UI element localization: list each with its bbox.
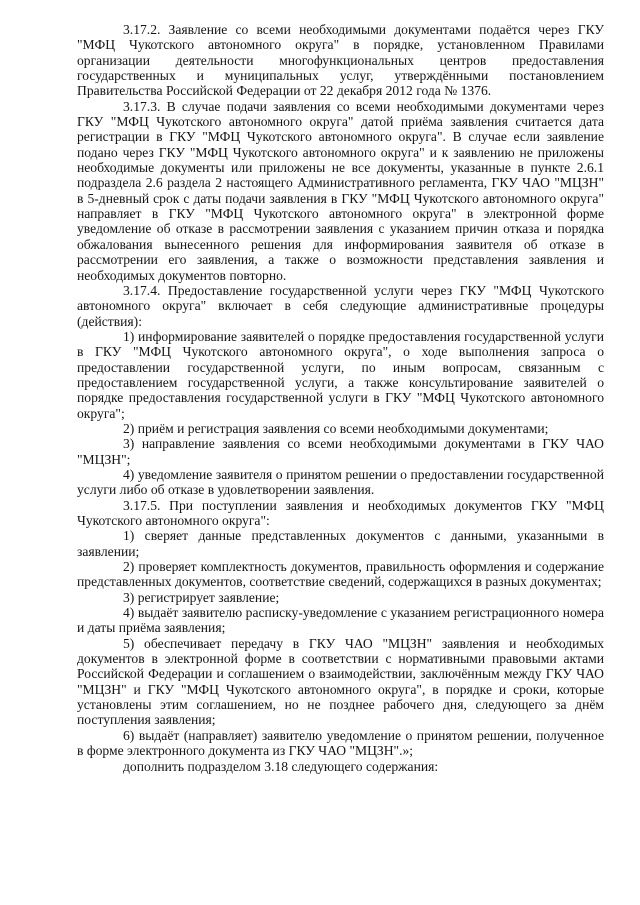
list-item-3-17-5-4: 4) выдаёт заявителю расписку-уведомление с указанием регистрационного номера и даты приёма заявления; <box>77 605 604 636</box>
list-item-3-17-4-3: 3) направление заявления со всеми необходимыми документами в ГКУ ЧАО "МЦЗН"; <box>77 436 604 467</box>
paragraph-3-17-4: 3.17.4. Предоставление государственной услуги через ГКУ "МФЦ Чукотского автономного округа" включает в себя следующие административные процедуры (действия): <box>77 282 604 329</box>
list-item-3-17-5-2: 2) проверяет комплектность документов, правильность оформления и содержание представленных документов, соответствие сведений, содержащихся в разных документах; <box>77 559 604 590</box>
list-item-3-17-4-1: 1) информирование заявителей о порядке предоставления государственной услуги в ГКУ "МФЦ Чукотского автономного округа", о ходе выполнения запроса о предоставлении государственной услуги, по иным вопросам, связанным с предоставлением государственной услуги, а также консультирование заявителей о порядке предоставления государственной услуги в ГКУ "МФЦ Чукотского автономного округа"; <box>77 328 604 421</box>
document-page <box>77 22 604 774</box>
list-item-3-17-5-3: 3) регистрирует заявление; <box>123 589 280 605</box>
list-item-3-17-4-4: 4) уведомление заявителя о принятом решении о предоставлении государственной услуги либо об отказе в удовлетворении заявления. <box>77 466 604 498</box>
list-item-3-17-5-1: 1) сверяет данные представленных документов с данными, указанными в заявлении; <box>77 528 604 559</box>
paragraph-3-17-3: 3.17.3. В случае подачи заявления со всеми необходимыми документами через ГКУ "МФЦ Чукотского автономного округа" датой приёма заявления считается дата регистрации в ГКУ "МФЦ Чукотского автономного округа". В случае если заявление подано через ГКУ "МФЦ Чукотского автономного округа" и к заявлению не приложены необходимые документы или приложены не все документы, указанные в пункте 2.6.1 подраздела 2.6 раздела 2 настоящего Административного регламента, ГКУ ЧАО "МЦЗН" в 5-дневный срок с даты подачи заявления в ГКУ "МФЦ Чукотского автономного округа" направляет в ГКУ "МФЦ Чукотского автономного округа" в электронной форме уведомление об отказе в рассмотрении заявления с указанием причин отказа и порядка обжалования вынесенного решения для информирования заявителя об отказе в рассмотрении его заявления, а также о возможности представления заявления и необходимых документов повторно. <box>77 98 604 283</box>
list-item-3-17-5-5: 5) обеспечивает передачу в ГКУ ЧАО "МЦЗН" заявления и необходимых документов в электронной форме в соответствии с нормативными правовыми актами Российской Федерации и соглашением о взаимодействии, заключённым между ГКУ ЧАО "МЦЗН" и ГКУ "МФЦ Чукотского автономного округа", в порядке и сроки, которые установлены этим соглашением, но не позднее рабочего дня, следующего за днём поступления заявления; <box>77 635 604 728</box>
list-item-3-17-5-6: 6) выдаёт (направляет) заявителю уведомление о принятом решении, полученное в форме электронного документа из ГКУ ЧАО "МЦЗН".»; <box>77 727 604 759</box>
closing-instruction: дополнить подразделом 3.18 следующего содержания: <box>123 758 439 774</box>
paragraph-3-17-5: 3.17.5. При поступлении заявления и необходимых документов ГКУ "МФЦ Чукотского автономного округа": <box>77 497 604 528</box>
paragraph-3-17-2: 3.17.2. Заявление со всеми необходимыми документами подаётся через ГКУ "МФЦ Чукотского автономного округа" в порядке, установленном Правилами организации деятельности многофункциональных центров предоставления государственных и муниципальных услуг, утверждёнными постановлением Правительства Российской Федерации от 22 декабря 2012 года № 1376. <box>77 22 604 99</box>
list-item-3-17-4-2: 2) приём и регистрация заявления со всеми необходимыми документами; <box>123 420 549 436</box>
